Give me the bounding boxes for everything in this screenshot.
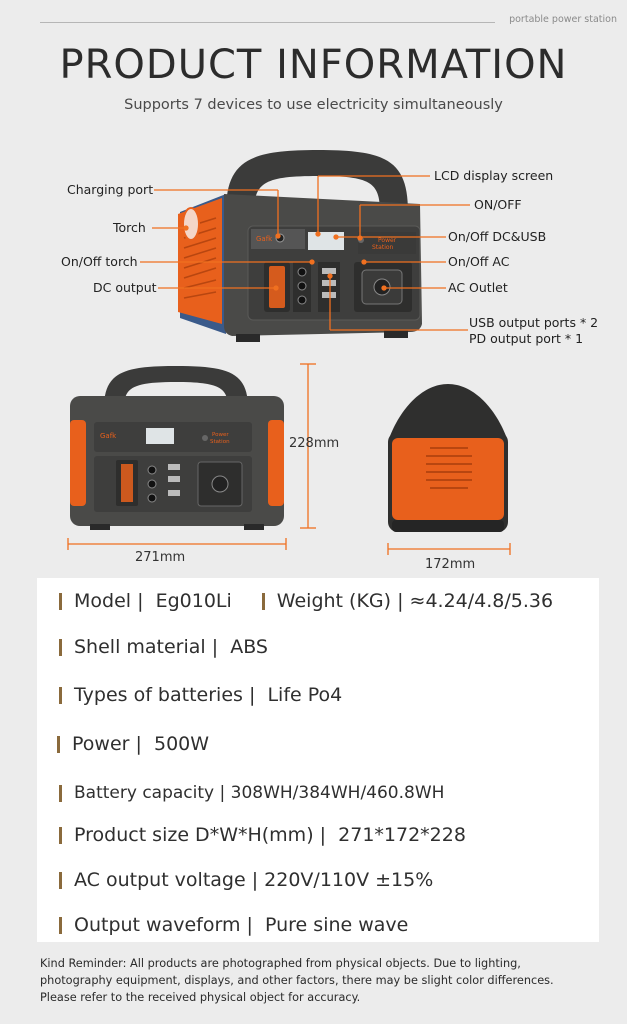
spec-capacity-value: 308WH/384WH/460.8WH [230,783,445,803]
spec-bar [59,639,62,656]
callout-usb-ports: USB output ports * 2 [469,315,599,330]
spec-power-value: 500W [153,733,210,755]
dimension-depth: 172mm [425,557,476,572]
spec-size-value: 271*172*228 [338,824,466,846]
spec-bar [59,872,62,889]
main-product-image [178,150,422,342]
spec-bar [59,687,62,704]
spec-capacity-label: Battery capacity | [74,783,226,803]
spec-bar [59,917,62,934]
svg-text:Power: Power [212,432,229,438]
callout-onoff-torch: On/Off torch [61,254,138,269]
callout-pd-port: PD output port * 1 [469,331,584,346]
svg-text:Station: Station [210,439,230,445]
reminder-line: Kind Reminder: All products are photographed from physical objects. Due to lighting, [40,957,521,970]
spec-voltage-label: AC output voltage | [74,869,259,891]
spec-shell-value: ABS [230,636,268,658]
spec-row-waveform [59,914,408,936]
spec-model-value: Eg010Li [155,590,232,612]
spec-row-size [59,824,466,846]
callout-onoff-dcusb: On/Off DC&USB [448,229,547,244]
spec-row-shell [59,636,268,658]
spec-bar [59,593,62,610]
spec-waveform-value: Pure sine wave [265,914,409,936]
spec-bar [59,827,62,844]
callout-torch: Torch [113,220,146,235]
brand-label-main: Gafk [256,235,273,243]
dimension-width: 271mm [135,550,186,565]
callout-charging-port: Charging port [67,182,154,197]
callout-onoff: ON/OFF [474,197,522,212]
spec-battery-type-value: Life Po4 [267,684,343,706]
spec-panel [37,578,599,942]
spec-weight-label: Weight (KG) | [276,590,404,612]
side-view-image [388,384,508,532]
spec-model-label: Model | [74,590,144,612]
spec-row-capacity [59,783,444,803]
dimension-height: 228mm [289,436,340,451]
spec-waveform-label: Output waveform | [74,914,253,936]
spec-row-battery-type [59,684,342,706]
spec-size-label: Product size D*W*H(mm) | [74,824,327,846]
reminder-line: Please refer to the received physical object for accuracy. [40,991,361,1004]
callout-onoff-ac: On/Off AC [448,254,510,269]
reminder-line: photography equipment, displays, and other factors, there may be slight color differences. [40,974,554,987]
callout-dc-output: DC output [93,280,157,295]
spec-bar [262,593,265,610]
callout-ac-outlet: AC Outlet [448,280,508,295]
spec-shell-label: Shell material | [74,636,219,658]
spec-battery-type-label: Types of batteries | [74,684,256,706]
svg-text:Power: Power [378,237,397,244]
spec-voltage-value: 220V/110V ±15% [264,869,434,891]
tagline: portable power station [509,14,617,25]
svg-text:Station: Station [372,244,394,251]
spec-bar [59,785,62,802]
spec-row-power [57,733,209,755]
spec-row-voltage [59,869,433,891]
brand-label-front: Gafk [100,432,117,440]
callout-lcd: LCD display screen [434,168,554,183]
front-view-image [70,366,284,530]
page-subtitle: Supports 7 devices to use electricity simultaneously [124,97,503,113]
spec-bar [57,736,60,753]
spec-row-model [59,590,553,612]
page-title: PRODUCT INFORMATION [59,42,568,88]
spec-weight-value: ≈4.24/4.8/5.36 [409,590,554,612]
kind-reminder [40,955,610,1006]
spec-power-label: Power | [72,733,142,755]
